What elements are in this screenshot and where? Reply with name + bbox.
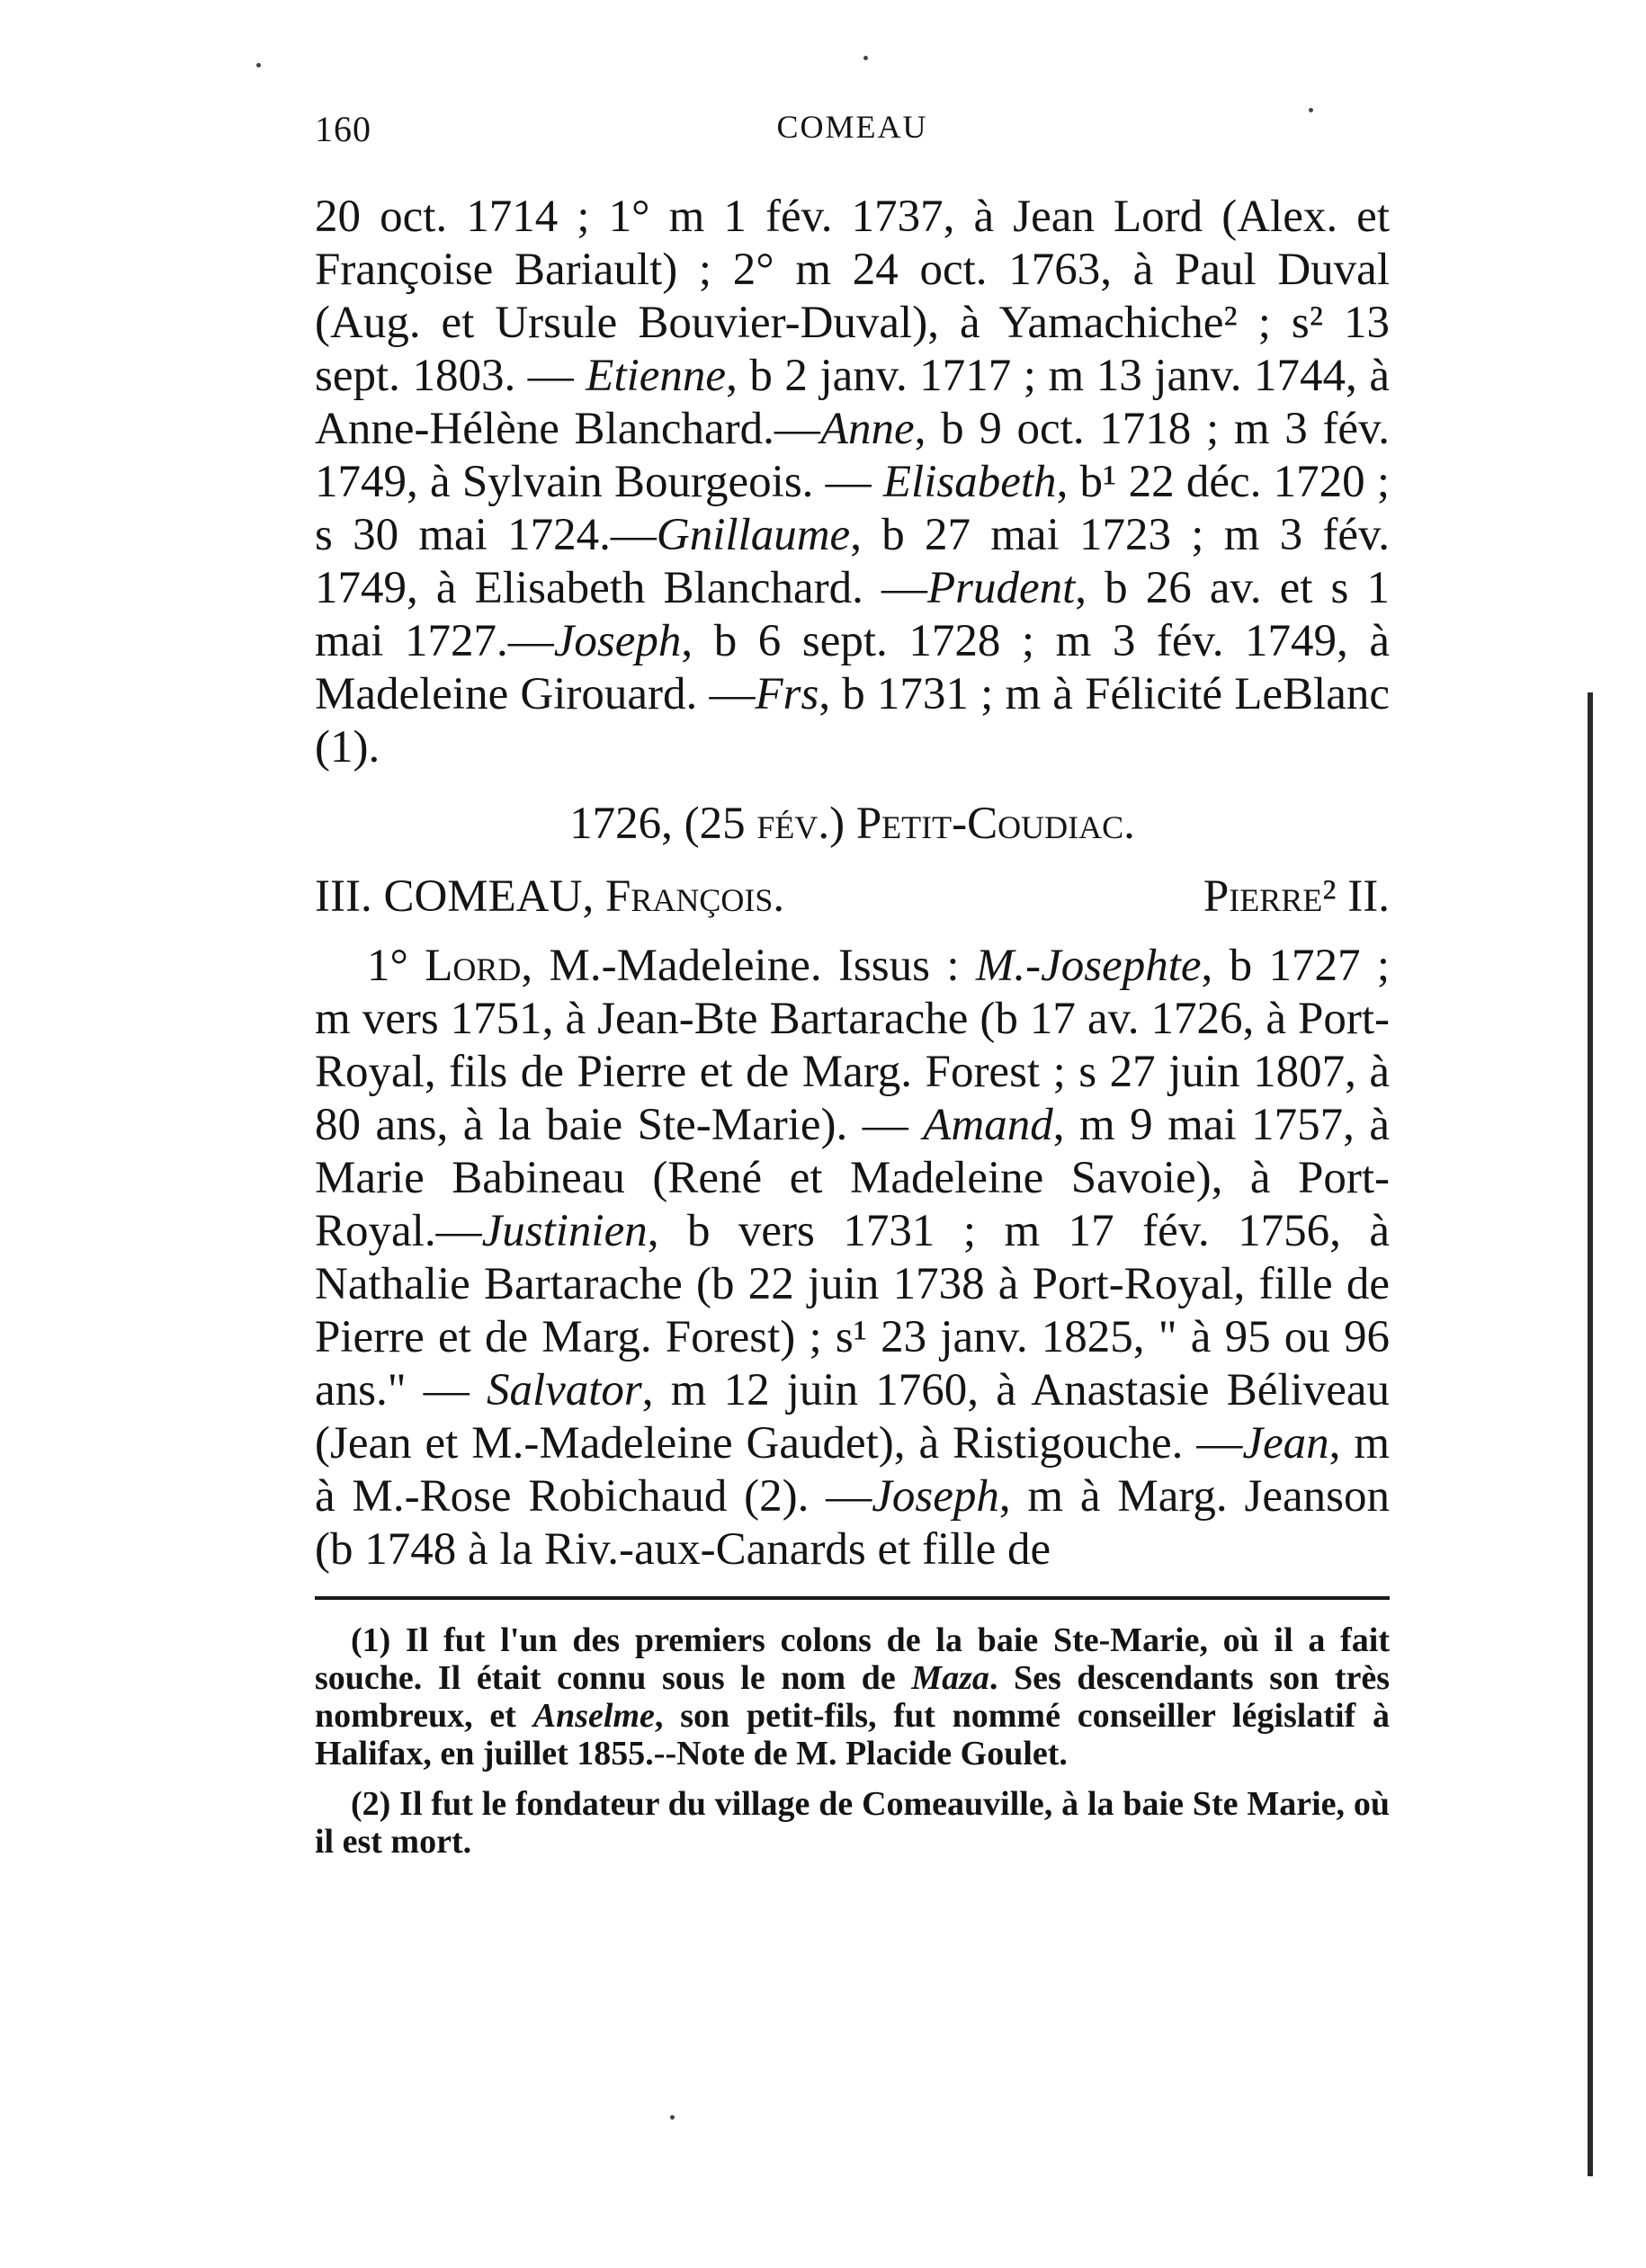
binding-edge-line [1588, 692, 1593, 2176]
section-heading [315, 871, 1390, 924]
name-anselme: Anselme [532, 1697, 655, 1735]
name-maza: Maza [911, 1659, 989, 1697]
paragraph-family: 1° Lord, M.-Madeleine. Issus : M.-Josephte, b 1727 ; m vers 1751, à Jean-Bte Bartarache (b 17 av. 1726, à Port-Royal, fils de Pierre et de Marg. Forest ; s 27 juin 1807, à 80 ans, à la baie Ste-Marie). — Amand, m 9 mai 1757, à Marie Babineau (René et Madeleine Savoie), à Port-Royal.—Justinien, b vers 1731 ; m 17 fév. 1756, à Nathalie Bartarache (b 22 juin 1738 à Port-Royal, fille de Pierre et de Marg. Forest) ; s¹ 23 janv. 1825, " à 95 ou 96 ans." — Salvator, m 12 juin 1760, à Anastasie Béliveau (Jean et M.-Madeleine Gaudet), à Ristigouche. —Jean, m à M.-Rose Robichaud (2). —Joseph, m à Marg. Jeanson (b 1748 à la Riv.-aux-Canards et fille de [315, 941, 1391, 1575]
scan-speck [1309, 108, 1313, 112]
page-number: 160 [315, 109, 371, 149]
main-text [315, 191, 1390, 1576]
section-date: 1726, (25 fév.) Petit-Coudiac. [569, 799, 1135, 849]
name-salvator: Salvator [486, 1365, 642, 1415]
footnote-2: (2) Il fut le fondateur du village de Comeauville, à la baie Ste Marie, où il est mort. [315, 1785, 1390, 1861]
scan-speck [670, 2115, 675, 2120]
section-heading-parent: Pierre² II. [1203, 871, 1390, 922]
name-anne: Anne [819, 404, 915, 454]
name-lord: 1° Lord [367, 941, 522, 991]
name-joseph: Joseph [553, 616, 682, 666]
name-mjosephte: M.-Josephte [975, 941, 1202, 991]
running-head [315, 99, 1390, 153]
footnotes [315, 1621, 1390, 1861]
name-joseph-2: Joseph [872, 1471, 999, 1522]
name-amand: Amand [923, 1100, 1053, 1150]
book-page [315, 99, 1390, 1873]
name-prudent: Prudent [926, 563, 1076, 613]
footnote-divider [315, 1596, 1390, 1600]
scan-speck [863, 56, 868, 60]
section-heading-name: III. COMEAU, François. [315, 871, 785, 922]
name-etienne: Etienne [586, 351, 727, 401]
footnote-1: (1) Il fut l'un des premiers colons de la baie Ste-Marie, où il a fait souche. Il était connu sous le nom de Maza. Ses descendants son très nombreux, et Anselme, son petit-fils, fut nommé conseiller législatif à Halifax, en juillet 1855.--Note de M. Placide Goulet. [315, 1621, 1390, 1772]
running-title: COMEAU [776, 109, 928, 145]
paragraph-continued: 20 oct. 1714 ; 1° m 1 fév. 1737, à Jean Lord (Alex. et Françoise Bariault) ; 2° m 24 oct. 1763, à Paul Duval (Aug. et Ursule Bouvier-Duval), à Yamachiche² ; s² 13 sept. 1803. — Etienne, b 2 janv. 1717 ; m 13 janv. 1744, à Anne-Hélène Blanchard.—Anne, b 9 oct. 1718 ; m 3 fév. 1749, à Sylvain Bourgeois. — Elisabeth, b¹ 22 déc. 1720 ; s 30 mai 1724.—Gnillaume, b 27 mai 1723 ; m 3 fév. 1749, à Elisabeth Blanchard. —Prudent, b 26 av. et s 1 mai 1727.—Joseph, b 6 sept. 1728 ; m 3 fév. 1749, à Madeleine Girouard. —Frs, b 1731 ; m à Félicité LeBlanc (1). [315, 192, 1391, 772]
name-jean: Jean [1242, 1418, 1329, 1469]
name-guillaume: Gnillaume [656, 510, 851, 560]
name-elisabeth: Elisabeth [882, 457, 1057, 507]
scan-speck [256, 63, 261, 67]
name-frs: Frs [755, 669, 819, 719]
name-justinien: Justinien [481, 1206, 648, 1256]
